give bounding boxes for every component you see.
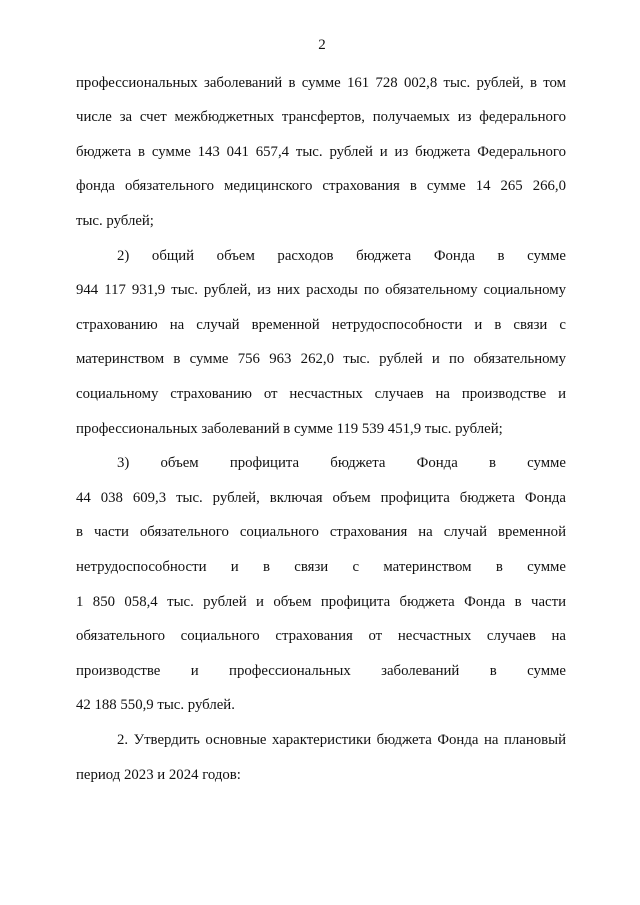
text-line: 44 038 609,3 тыс. рублей, включая объем профицита бюджета Фонда <box>76 489 566 506</box>
text-line: 944 117 931,9 тыс. рублей, из них расходы по обязательному социальному <box>76 282 566 299</box>
text-line: 1 850 058,4 тыс. рублей и объем профицита бюджета Фонда в части <box>76 593 566 610</box>
document-body <box>76 66 566 792</box>
text-line: фонда обязательного медицинского страхования в сумме 14 265 266,0 <box>76 178 566 195</box>
text-line: производстве и профессиональных заболеваний в сумме <box>76 662 566 679</box>
text-line: профессиональных заболеваний в сумме 119 539 451,9 тыс. рублей; <box>76 420 503 437</box>
text-line: профессиональных заболеваний в сумме 161 728 002,8 тыс. рублей, в том <box>76 74 566 91</box>
text-line: социальному страхованию от несчастных случаев на производстве и <box>76 386 566 403</box>
text-line: нетрудоспособности и в связи с материнством в сумме <box>76 559 566 575</box>
text-line: период 2023 и 2024 годов: <box>76 766 241 783</box>
text-line: материнством в сумме 756 963 262,0 тыс. рублей и по обязательному <box>76 351 566 368</box>
text-line: 2. Утвердить основные характеристики бюджета Фонда на плановый <box>117 731 566 748</box>
text-line: числе за счет межбюджетных трансфертов, получаемых из федерального <box>76 109 566 126</box>
text-line: 42 188 550,9 тыс. рублей. <box>76 697 235 714</box>
paragraph-3 <box>76 446 566 723</box>
text-line: 3) объем профицита бюджета Фонда в сумме <box>117 455 566 472</box>
text-line: бюджета в сумме 143 041 657,4 тыс. рублей и из бюджета Федерального <box>76 143 566 160</box>
text-line: в части обязательного социального страхования на случай временной <box>76 524 566 541</box>
text-line: обязательного социального страхования от несчастных случаев на <box>76 628 566 645</box>
text-line: тыс. рублей; <box>76 213 154 230</box>
text-line: страхованию на случай временной нетрудоспособности и в связи с <box>76 316 566 333</box>
paragraph-1 <box>76 66 566 239</box>
paragraph-4 <box>76 723 566 792</box>
text-line: 2) общий объем расходов бюджета Фонда в сумме <box>117 247 566 264</box>
page-number: 2 <box>318 37 326 53</box>
paragraph-2 <box>76 239 566 447</box>
